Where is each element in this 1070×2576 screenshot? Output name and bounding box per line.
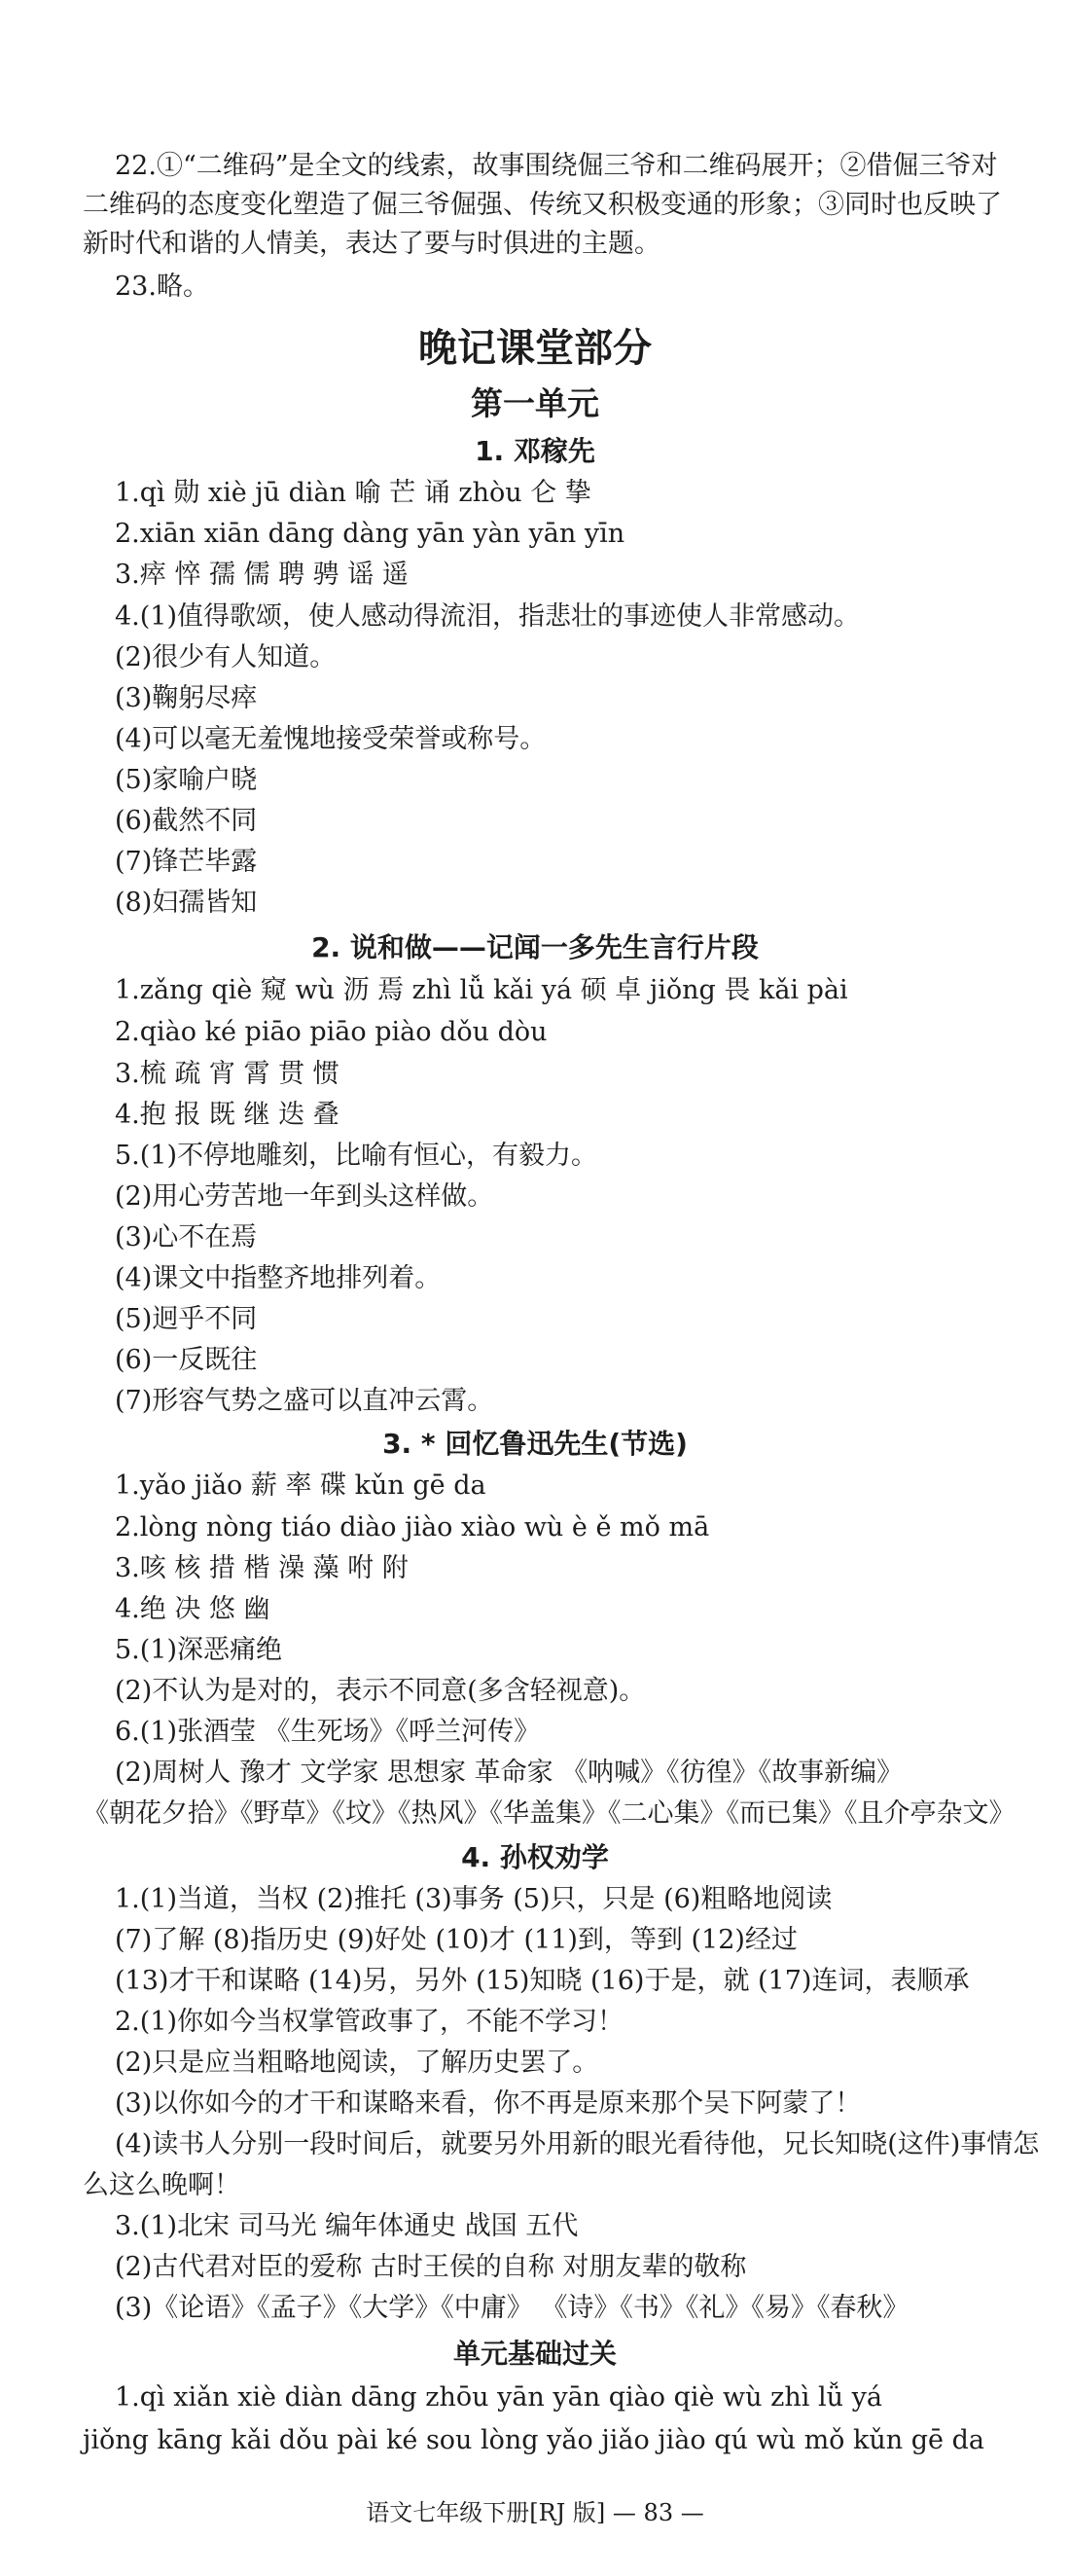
- answer-22-line-1: 22.①“二维码”是全文的线索，故事围绕倔三爷和二维码展开；②借倔三爷对: [115, 151, 998, 181]
- lesson-1-line: (6)截然不同: [115, 806, 258, 836]
- lesson-2-line: (4)课文中指整齐地排列着。: [115, 1263, 442, 1293]
- lesson-1-line: 1.qì 勋 xiè jū diàn 喻 芒 诵 zhòu 仑 挚: [115, 478, 591, 508]
- lesson-4-line: 1.(1)当道，当权 (2)推托 (3)事务 (5)只，只是 (6)粗略地阅读: [115, 1884, 833, 1914]
- lesson-3-line: 《朝花夕拾》《野草》《坟》《热风》《华盖集》《二心集》《而已集》《且介亭杂文》: [83, 1798, 1016, 1829]
- lesson-2-line: 3.梳 疏 宵 霄 贯 惯: [115, 1059, 339, 1089]
- unit-title: 第一单元: [471, 384, 599, 422]
- review-line: 1.qì xiǎn xiè diàn dāng zhōu yān yān qiào qiè wù zhì lǚ yá: [115, 2382, 882, 2413]
- lesson-1-line: 3.瘁 悴 孺 儒 聘 骋 谣 遥: [115, 560, 409, 590]
- lesson-4-line: 么这么晚啊！: [83, 2170, 240, 2200]
- lesson-3-line: 2.lòng nòng tiáo diào jiào xiào wù è ě mǒ mā: [115, 1512, 710, 1542]
- lesson-3-line: 3.咳 核 措 楷 澡 藻 咐 附: [115, 1553, 409, 1583]
- lesson-2-line: 1.zǎng qiè 窥 wù 沥 焉 zhì lǚ kǎi yá 硕 卓 jiǒng 畏 kǎi pài: [115, 975, 848, 1005]
- lesson-3-line: 4.绝 决 悠 幽: [115, 1594, 270, 1624]
- lesson-2-line: (5)迥乎不同: [115, 1304, 258, 1334]
- lesson-4-line: (2)只是应当粗略地阅读，了解历史罢了。: [115, 2048, 599, 2078]
- lesson-4-line: 3.(1)北宋 司马光 编年体通史 战国 五代: [115, 2211, 579, 2241]
- lesson-4-line: (3)以你如今的才干和谋略来看，你不再是原来那个吴下阿蒙了！: [115, 2088, 862, 2119]
- lesson-2-line: (7)形容气势之盛可以直冲云霄。: [115, 1386, 494, 1416]
- lesson-4-line: (4)读书人分别一段时间后，就要另外用新的眼光看待他，兄长知晓(这件)事情怎: [115, 2129, 1040, 2159]
- lesson-2-line: (3)心不在焉: [115, 1222, 258, 1252]
- lesson-3-title: 3. * 回忆鲁迅先生(节选): [382, 1428, 688, 1460]
- lesson-4-title: 4. 孙权劝学: [461, 1841, 609, 1873]
- unit-review-title: 单元基础过关: [452, 2338, 617, 2370]
- lesson-4-line: (13)才干和谋略 (14)另，另外 (15)知晓 (16)于是，就 (17)连词，表顺承: [115, 1966, 970, 1996]
- lesson-4-line: (3)《论语》《孟子》《大学》《中庸》 《诗》《书》《礼》《易》《春秋》: [115, 2293, 910, 2323]
- lesson-1-line: (3)鞠躬尽瘁: [115, 683, 258, 713]
- lesson-4-line: 2.(1)你如今当权掌管政事了，不能不学习！: [115, 2007, 624, 2037]
- page-footer: 语文七年级下册[RJ 版] — 83 —: [366, 2499, 704, 2526]
- lesson-2-title: 2. 说和做——记闻一多先生言行片段: [311, 931, 759, 963]
- lesson-3-line: (2)不认为是对的，表示不同意(多含轻视意)。: [115, 1676, 646, 1706]
- lesson-1-line: 4.(1)值得歌颂，使人感动得流泪，指悲壮的事迹使人非常感动。: [115, 601, 861, 632]
- answer-22-line-2: 二维码的态度变化塑造了倔三爷倔强、传统又积极变通的形象；③同时也反映了: [83, 190, 1002, 220]
- lesson-4-line: (7)了解 (8)指历史 (9)好处 (10)才 (11)到，等到 (12)经过: [115, 1925, 798, 1955]
- lesson-1-line: 2.xiān xiān dāng dàng yān yàn yān yīn: [115, 519, 625, 549]
- lesson-2-line: (2)用心劳苦地一年到头这样做。: [115, 1181, 494, 1212]
- lesson-1-line: (8)妇孺皆知: [115, 888, 258, 918]
- lesson-2-line: 5.(1)不停地雕刻，比喻有恒心，有毅力。: [115, 1141, 598, 1171]
- lesson-1-line: (5)家喻户晓: [115, 765, 258, 795]
- answer-22-line-3: 新时代和谐的人情美，表达了要与时俱进的主题。: [83, 229, 660, 259]
- answer-23: 23.略。: [115, 272, 209, 302]
- lesson-2-line: 4.抱 报 既 继 迭 叠: [115, 1100, 339, 1130]
- lesson-1-title: 1. 邓稼先: [475, 435, 595, 467]
- lesson-3-line: 6.(1)张酒莹 《生死场》《呼兰河传》: [115, 1717, 541, 1747]
- lesson-2-line: 2.qiào ké piāo piāo piào dǒu dòu: [115, 1017, 548, 1047]
- lesson-3-line: 5.(1)深恶痛绝: [115, 1635, 283, 1665]
- lesson-1-line: (2)很少有人知道。: [115, 642, 337, 672]
- lesson-3-line: 1.yǎo jiǎo 薪 率 碟 kǔn gē da: [115, 1470, 486, 1501]
- lesson-1-line: (4)可以毫无羞愧地接受荣誉或称号。: [115, 724, 547, 754]
- lesson-4-line: (2)古代君对臣的爱称 古时王侯的自称 对朋友辈的敬称: [115, 2252, 747, 2282]
- lesson-3-line: (2)周树人 豫才 文学家 思想家 革命家 《呐喊》《彷徨》《故事新编》: [115, 1758, 904, 1788]
- review-line: jiǒng kāng kǎi dǒu pài ké sou lòng yǎo jiǎo jiào qú wù mǒ kǔn gē da: [83, 2425, 984, 2455]
- lesson-2-line: (6)一反既往: [115, 1345, 258, 1375]
- section-title: 晚记课堂部分: [418, 326, 652, 371]
- lesson-1-line: (7)锋芒毕露: [115, 847, 258, 877]
